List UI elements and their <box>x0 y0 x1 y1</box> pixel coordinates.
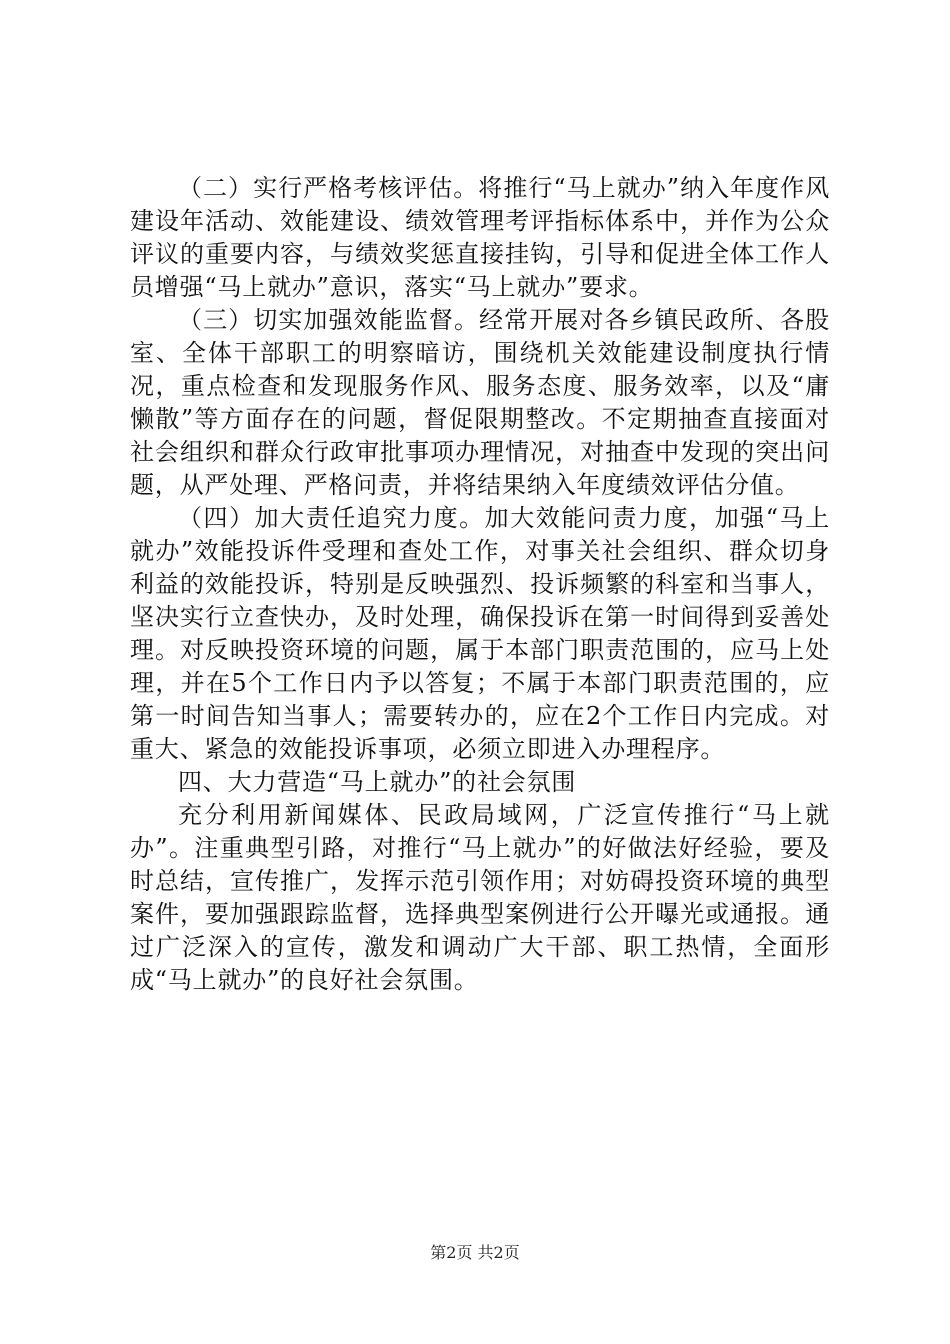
paragraph-accountability: （四）加大责任追究力度。加大效能问责力度，加强“马上就办”效能投诉件受理和查处工作，对事关社会组织、群众切身利益的效能投诉，特别是反映强烈、投诉频繁的科室和当事人，坚决实行立查快办，及时处理，确保投诉在第一时间得到妥善处理。对反映投资环境的问题，属于本部门职责范围的，应马上处理，并在5个工作日内予以答复；不属于本部门职责范围的，应第一时间告知当事人；需要转办的，应在2个工作日内完成。对重大、紧急的效能投诉事项，必须立即进入办理程序。 <box>130 504 830 763</box>
paragraph-supervision: （三）切实加强效能监督。经常开展对各乡镇民政所、各股室、全体干部职工的明察暗访，围绕机关效能建设制度执行情况，重点检查和发现服务作风、服务态度、服务效率，以及“庸懒散”等方面存在的问题，督促限期整改。不定期抽查直接面对社会组织和群众行政审批事项办理情况，对抽查中发现的突出问题，从严处理、严格问责，并将结果纳入年度绩效评估分值。 <box>130 306 830 499</box>
paragraph-assessment: （二）实行严格考核评估。将推行“马上就办”纳入年度作风建设年活动、效能建设、绩效管理考评指标体系中，并作为公众评议的重要内容，与绩效奖惩直接挂钩，引导和促进全体工作人员增强“马上就办”意识，落实“马上就办”要求。 <box>130 174 830 301</box>
document-body <box>130 172 830 997</box>
paragraph-publicity: 充分利用新闻媒体、民政局域网，广泛宣传推行“马上就办”。注重典型引路，对推行“马上就办”的好做法好经验，要及时总结，宣传推广，发挥示范引领作用；对妨碍投资环境的典型案件，要加强跟踪监督，选择典型案例进行公开曝光或通报。通过广泛深入的宣传，激发和调动广大干部、职工热情，全面形成“马上就办”的良好社会氛围。 <box>130 801 830 994</box>
section-heading: 四、大力营造“马上就办”的社会氛围 <box>178 768 577 796</box>
page-number-footer: 第2页 共2页 <box>430 1243 520 1262</box>
